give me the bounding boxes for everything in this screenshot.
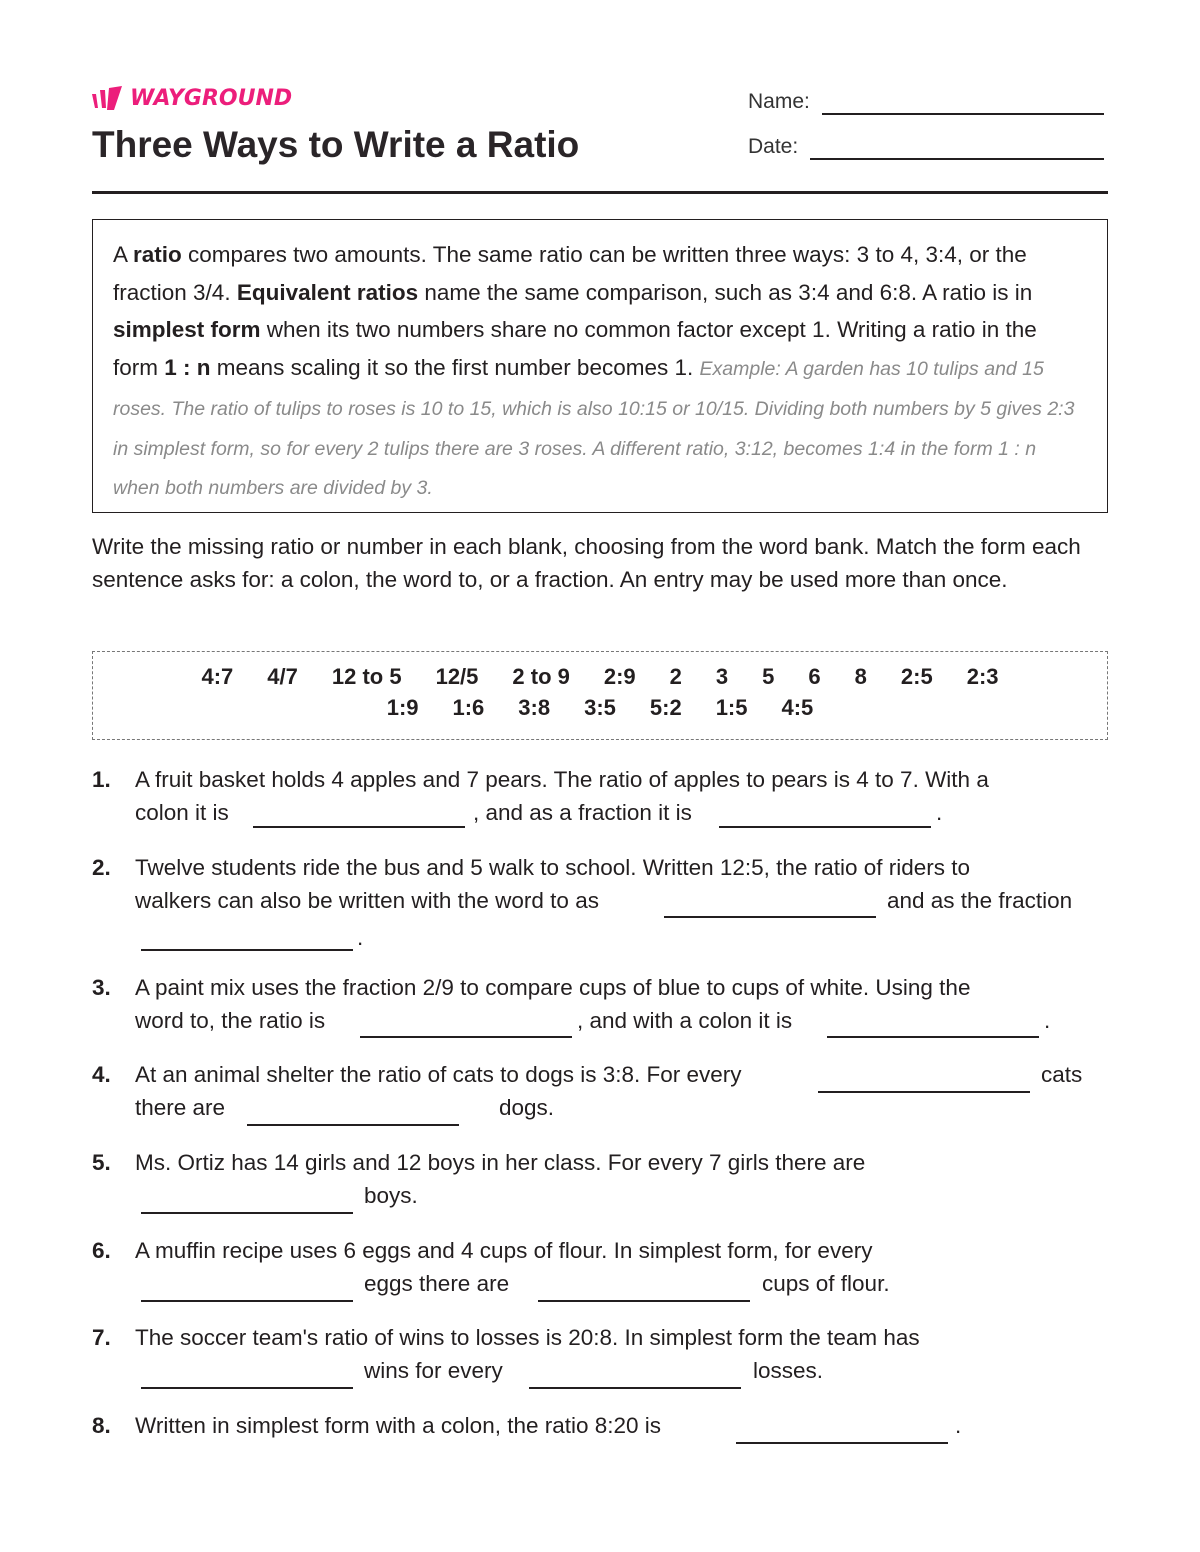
date-label: Date: bbox=[748, 135, 799, 158]
question-text: word to, the ratio is bbox=[135, 1008, 326, 1033]
answer-blank[interactable] bbox=[529, 1387, 741, 1389]
question-3 bbox=[92, 971, 1108, 1041]
word-bank-entry: 4:7 bbox=[201, 664, 234, 689]
brand-logo bbox=[92, 86, 292, 112]
question-text: Twelve students ride the bus and 5 walk to school. Written 12:5, the ratio of riders to bbox=[135, 855, 971, 880]
brand-name: WAYGROUND bbox=[130, 86, 293, 111]
question-number: 5. bbox=[92, 1150, 111, 1175]
answer-blank[interactable] bbox=[818, 1091, 1030, 1093]
intro-text: when its two numbers share no common factor except 1. Writing a ratio in the form bbox=[113, 317, 1037, 381]
question-text: A muffin recipe uses 6 eggs and 4 cups of flour. In simplest form, for every bbox=[135, 1238, 873, 1263]
question-text: losses. bbox=[753, 1358, 824, 1383]
word-bank-entry: 4:5 bbox=[781, 695, 814, 720]
question-5 bbox=[92, 1146, 1108, 1216]
term-ratio: ratio bbox=[133, 242, 182, 267]
page-title: Three Ways to Write a Ratio bbox=[92, 124, 580, 165]
question-text: colon it is bbox=[135, 800, 229, 825]
word-bank-entry: 2:3 bbox=[966, 664, 999, 689]
word-bank-entry: 6 bbox=[808, 664, 821, 689]
word-bank-entry: 3:8 bbox=[518, 695, 551, 720]
word-bank-entry: 12/5 bbox=[435, 664, 479, 689]
question-number: 6. bbox=[92, 1238, 111, 1263]
word-bank-entry: 2 to 9 bbox=[512, 664, 570, 689]
intro-example: Example: A garden has 10 tulips and 15 roses. The ratio of tulips to roses is 10 to 15, which is also 10:15 or 10/15. Dividing both numbers by 5 gives 2:3 in simplest form, so for every 2 tulips there are 3 roses. A different ratio, 3:12, becomes 1:4 in the form 1 : n when both numbers are divided by 3. bbox=[113, 358, 1075, 500]
answer-blank[interactable] bbox=[247, 1124, 459, 1126]
word-bank-entry: 1:6 bbox=[452, 695, 485, 720]
question-text: boys. bbox=[364, 1183, 418, 1208]
question-4 bbox=[92, 1058, 1108, 1128]
question-text: walkers can also be written with the word to as bbox=[135, 888, 599, 913]
answer-blank[interactable] bbox=[360, 1036, 572, 1038]
question-text: , and with a colon it is bbox=[577, 1008, 793, 1033]
question-text: At an animal shelter the ratio of cats to dogs is 3:8. For every bbox=[135, 1062, 742, 1087]
question-text: Written in simplest form with a colon, the ratio 8:20 is bbox=[135, 1413, 662, 1438]
word-bank-entry: 2 bbox=[669, 664, 682, 689]
word-bank-entry: 5 bbox=[762, 664, 775, 689]
question-8 bbox=[92, 1409, 1108, 1449]
question-number: 3. bbox=[92, 975, 111, 1000]
answer-blank[interactable] bbox=[253, 826, 465, 828]
question-number: 2. bbox=[92, 855, 111, 880]
answer-blank[interactable] bbox=[141, 1212, 353, 1214]
answer-blank[interactable] bbox=[736, 1442, 948, 1444]
question-text: . bbox=[1044, 1008, 1051, 1033]
word-bank-row bbox=[93, 693, 1107, 723]
answer-blank[interactable] bbox=[827, 1036, 1039, 1038]
question-number: 8. bbox=[92, 1413, 111, 1438]
question-text: . bbox=[955, 1413, 962, 1438]
instructions: Write the missing ratio or number in each blank, choosing from the word bank. Match the form each sentence asks for: a colon, the word to, or a fraction. An entry may be used more than once. bbox=[92, 534, 1081, 592]
question-text: . bbox=[357, 925, 364, 950]
wayground-logo-icon bbox=[92, 86, 126, 112]
question-text: A fruit basket holds 4 apples and 7 pears. The ratio of apples to pears is 4 to 7. With a bbox=[135, 767, 989, 792]
answer-blank[interactable] bbox=[141, 1387, 353, 1389]
name-label: Name: bbox=[748, 90, 810, 113]
name-input-line[interactable] bbox=[822, 89, 1104, 115]
question-2 bbox=[92, 851, 1108, 951]
answer-blank[interactable] bbox=[719, 826, 931, 828]
answer-blank[interactable] bbox=[538, 1300, 750, 1302]
word-bank-entry: 5:2 bbox=[649, 695, 682, 720]
question-text: A paint mix uses the fraction 2/9 to compare cups of blue to cups of white. Using the bbox=[135, 975, 971, 1000]
answer-blank[interactable] bbox=[141, 949, 353, 951]
word-bank-entry: 1:5 bbox=[715, 695, 748, 720]
intro-text: compares two amounts. The same ratio can be written three ways: 3 to 4, 3:4, or the fraction 3/4. bbox=[113, 242, 1027, 305]
word-bank-entry: 3 bbox=[715, 664, 729, 689]
word-bank-entry: 8 bbox=[854, 664, 867, 689]
question-text: dogs. bbox=[499, 1095, 555, 1120]
word-bank-entry: 12 to 5 bbox=[331, 664, 402, 689]
answer-blank[interactable] bbox=[141, 1300, 353, 1302]
term-simplest-form: simplest form bbox=[113, 317, 261, 343]
word-bank bbox=[92, 651, 1108, 740]
name-field bbox=[748, 89, 1104, 115]
question-text: Ms. Ortiz has 14 girls and 12 boys in her class. For every 7 girls there are bbox=[135, 1150, 866, 1175]
question-text: eggs there are bbox=[364, 1271, 510, 1296]
header-divider bbox=[92, 191, 1108, 194]
date-field bbox=[748, 134, 1104, 160]
intro-text: A bbox=[113, 242, 134, 267]
word-bank-entry: 3:5 bbox=[584, 695, 616, 720]
term-equivalent-ratios: Equivalent ratios bbox=[236, 279, 419, 305]
intro-box bbox=[92, 219, 1108, 513]
word-bank-row bbox=[93, 662, 1107, 692]
answer-blank[interactable] bbox=[664, 916, 876, 918]
question-number: 4. bbox=[92, 1062, 111, 1087]
date-input-line[interactable] bbox=[810, 134, 1104, 160]
question-text: and as the fraction bbox=[887, 888, 1073, 913]
term-one-to-n: 1 : n bbox=[164, 355, 211, 381]
intro-text: means scaling it so the first number becomes 1. bbox=[210, 355, 700, 381]
word-bank-entry: 2:9 bbox=[603, 664, 636, 689]
question-7 bbox=[92, 1321, 1108, 1391]
question-text: , and as a fraction it is bbox=[473, 800, 692, 825]
question-text: there are bbox=[135, 1095, 226, 1120]
question-number: 7. bbox=[92, 1325, 111, 1350]
question-text: The soccer team's ratio of wins to losses is 20:8. In simplest form the team has bbox=[135, 1325, 920, 1350]
intro-text: name the same comparison, such as 3:4 and 6:8. A ratio is in bbox=[418, 279, 1033, 305]
word-bank-entry: 2:5 bbox=[900, 664, 933, 689]
question-text: . bbox=[936, 800, 943, 825]
question-number: 1. bbox=[92, 767, 111, 792]
word-bank-entry: 4/7 bbox=[267, 664, 298, 689]
word-bank-entry: 1:9 bbox=[386, 695, 419, 720]
question-6 bbox=[92, 1234, 1108, 1304]
question-text: cats bbox=[1041, 1062, 1083, 1087]
question-text: wins for every bbox=[364, 1358, 503, 1383]
question-text: cups of flour. bbox=[762, 1271, 890, 1296]
question-1 bbox=[92, 763, 1108, 833]
